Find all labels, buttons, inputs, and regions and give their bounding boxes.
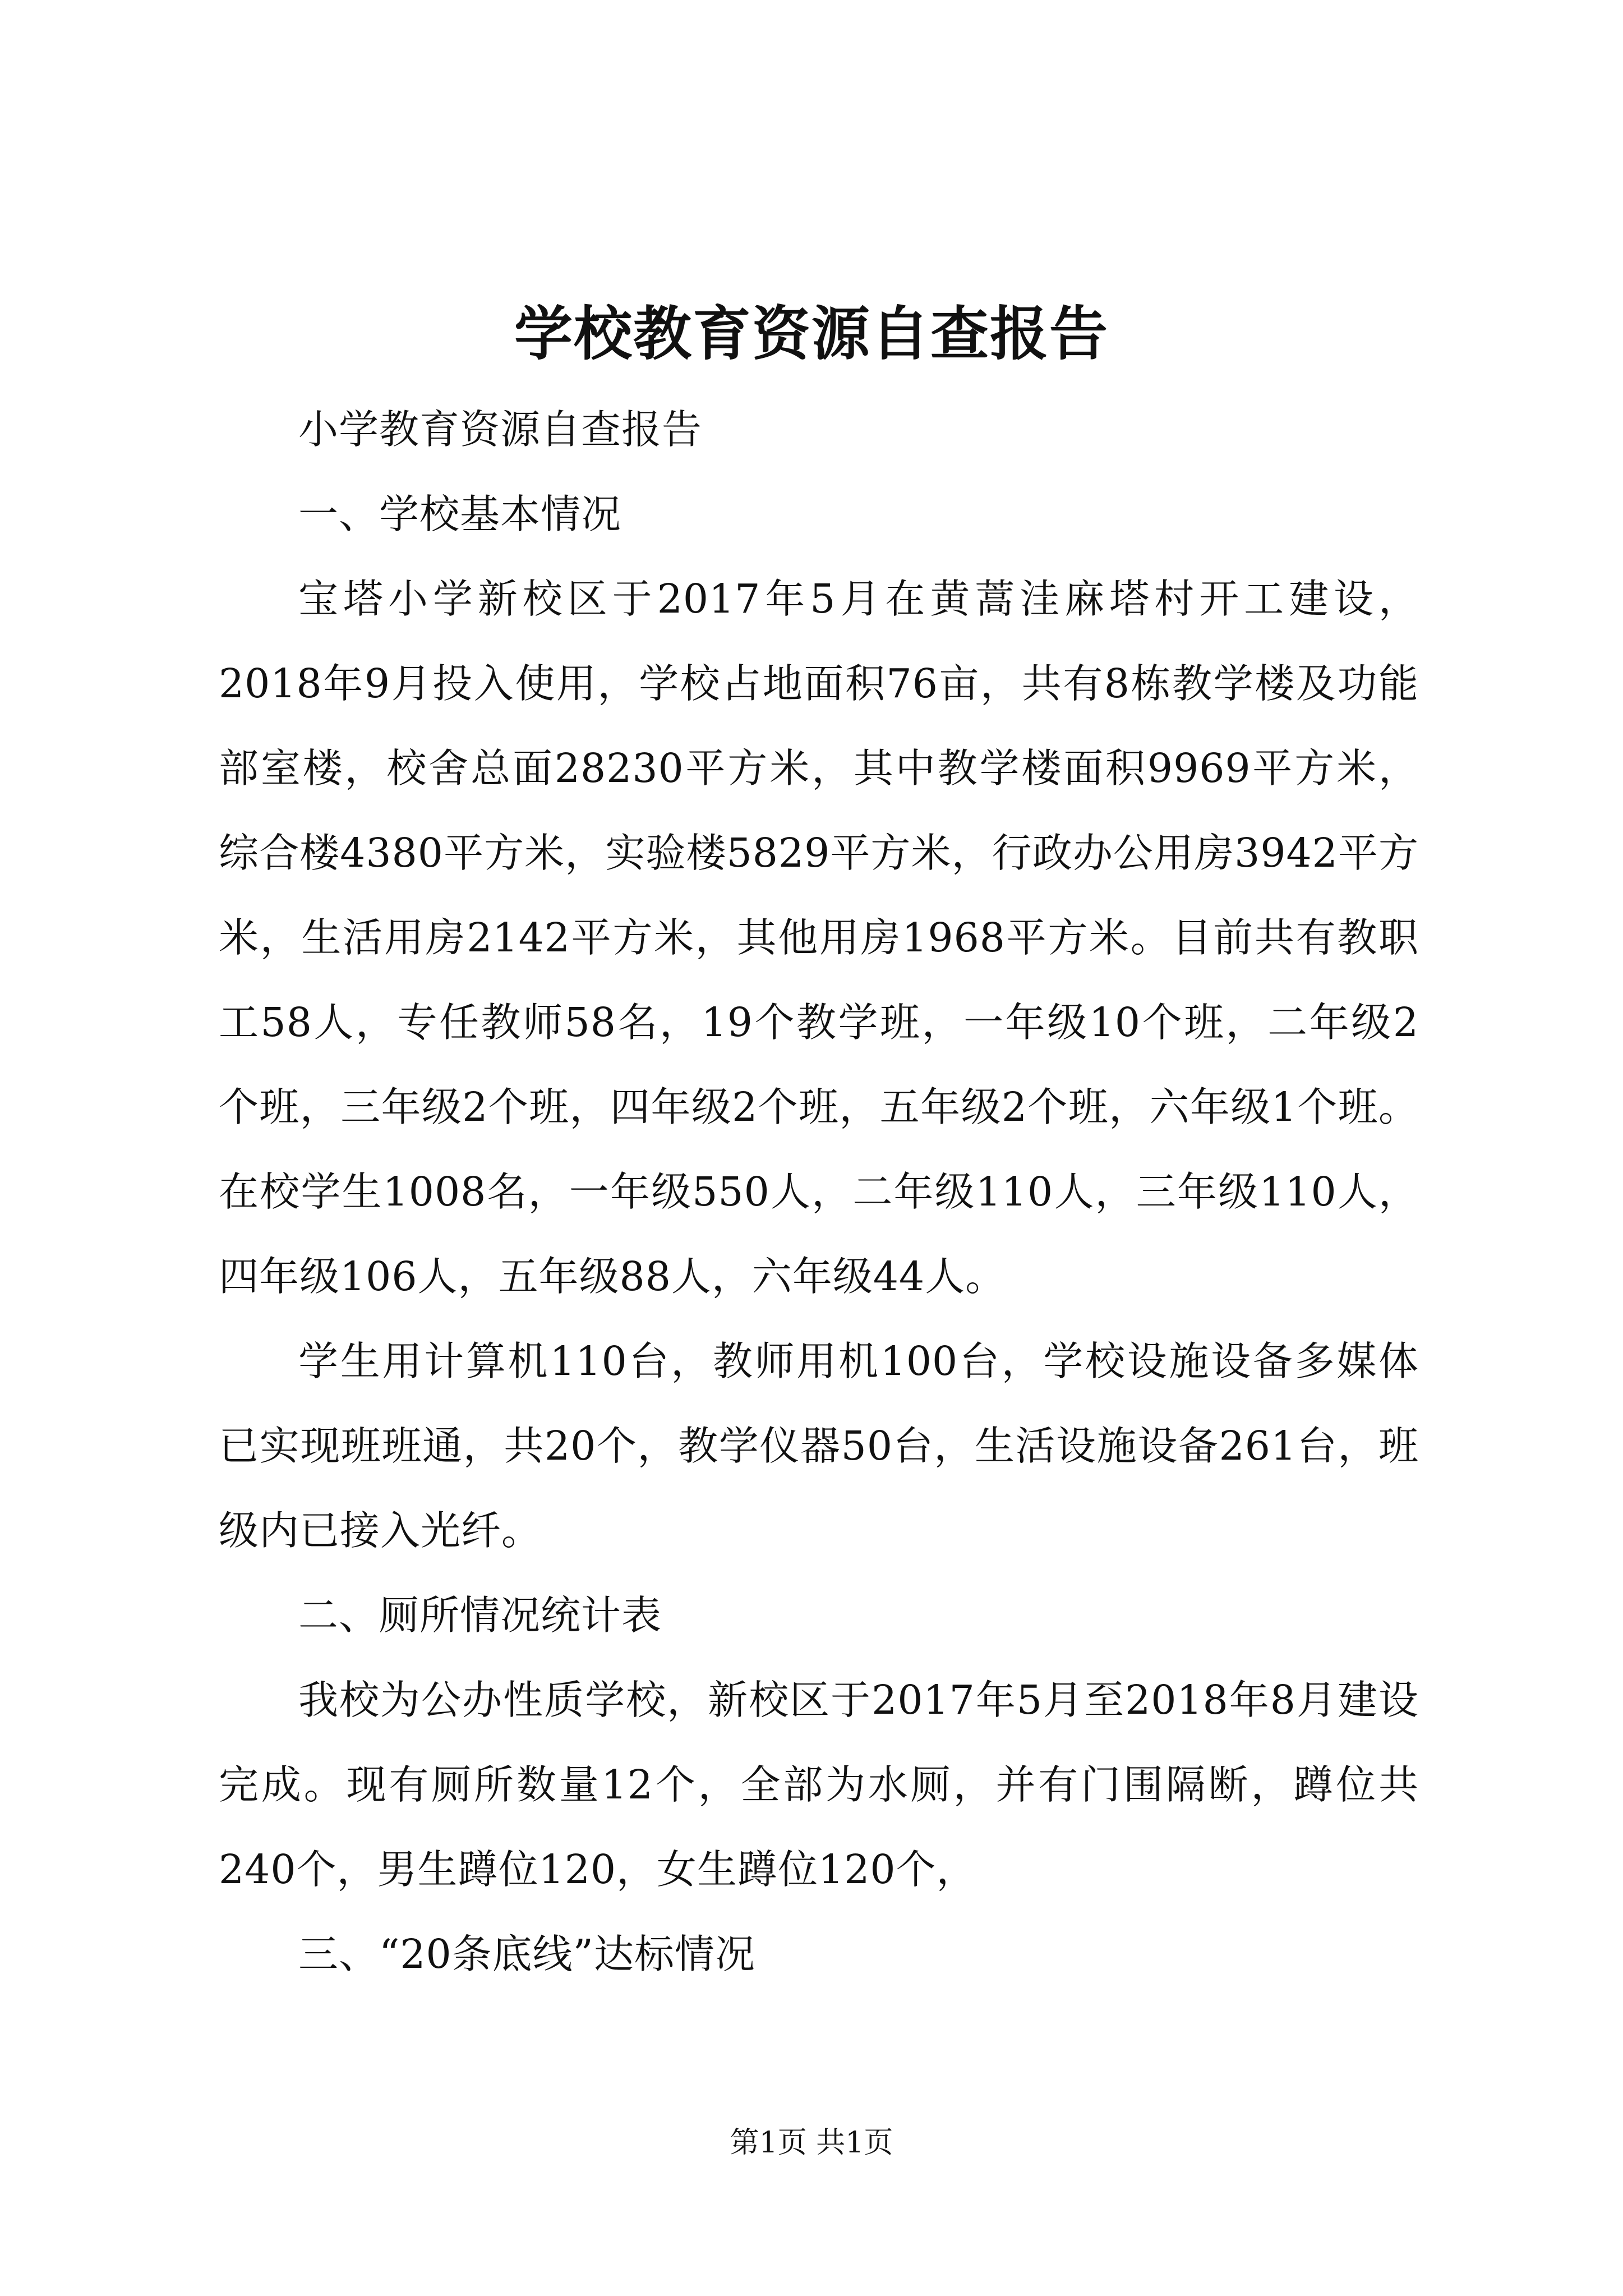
section-heading-3: 三、“20条底线”达标情况 [298,1931,755,1977]
document-title: 学校教育资源自查报告 [514,299,1109,368]
page-footer: 第1页 共1页 [730,2126,893,2160]
section-heading-2: 二、厕所情况统计表 [298,1592,662,1639]
document-body [219,387,1419,1996]
section-heading-1: 一、学校基本情况 [298,491,622,537]
paragraph-toilets: 我校为公办性质学校，新校区于2017年5月至2018年8月建设完成。现有厕所数量12个，全部为水厕，并有门围隔断，蹲位共240个，男生蹲位120，女生蹲位120个， [219,1677,1419,1893]
paragraph-equipment: 学生用计算机110台，教师用机100台，学校设施设备多媒体已实现班班通，共20个，教学仪器50台，生活设施设备261台，班级内已接入光纤。 [219,1338,1419,1554]
paragraph-subtitle: 小学教育资源自查报告 [298,406,703,453]
paragraph-basic-info: 宝塔小学新校区于2017年5月在黄蒿洼麻塔村开工建设，2018年9月投入使用，学校占地面积76亩，共有8栋教学楼及功能部室楼，校舍总面28230平方米，其中教学楼面积9969平方米，综合楼4380平方米，实验楼5829平方米，行政办公用房3942平方米，生活用房2142平方米，其他用房1968平方米。目前共有教职工58人，专任教师58名，19个教学班，一年级10个班，二年级2个班，三年级2个班，四年级2个班，五年级2个班，六年级1个班。在校学生1008名，一年级550人，二年级110人，三年级110人，四年级106人，五年级88人，六年级44人。 [219,576,1419,1300]
